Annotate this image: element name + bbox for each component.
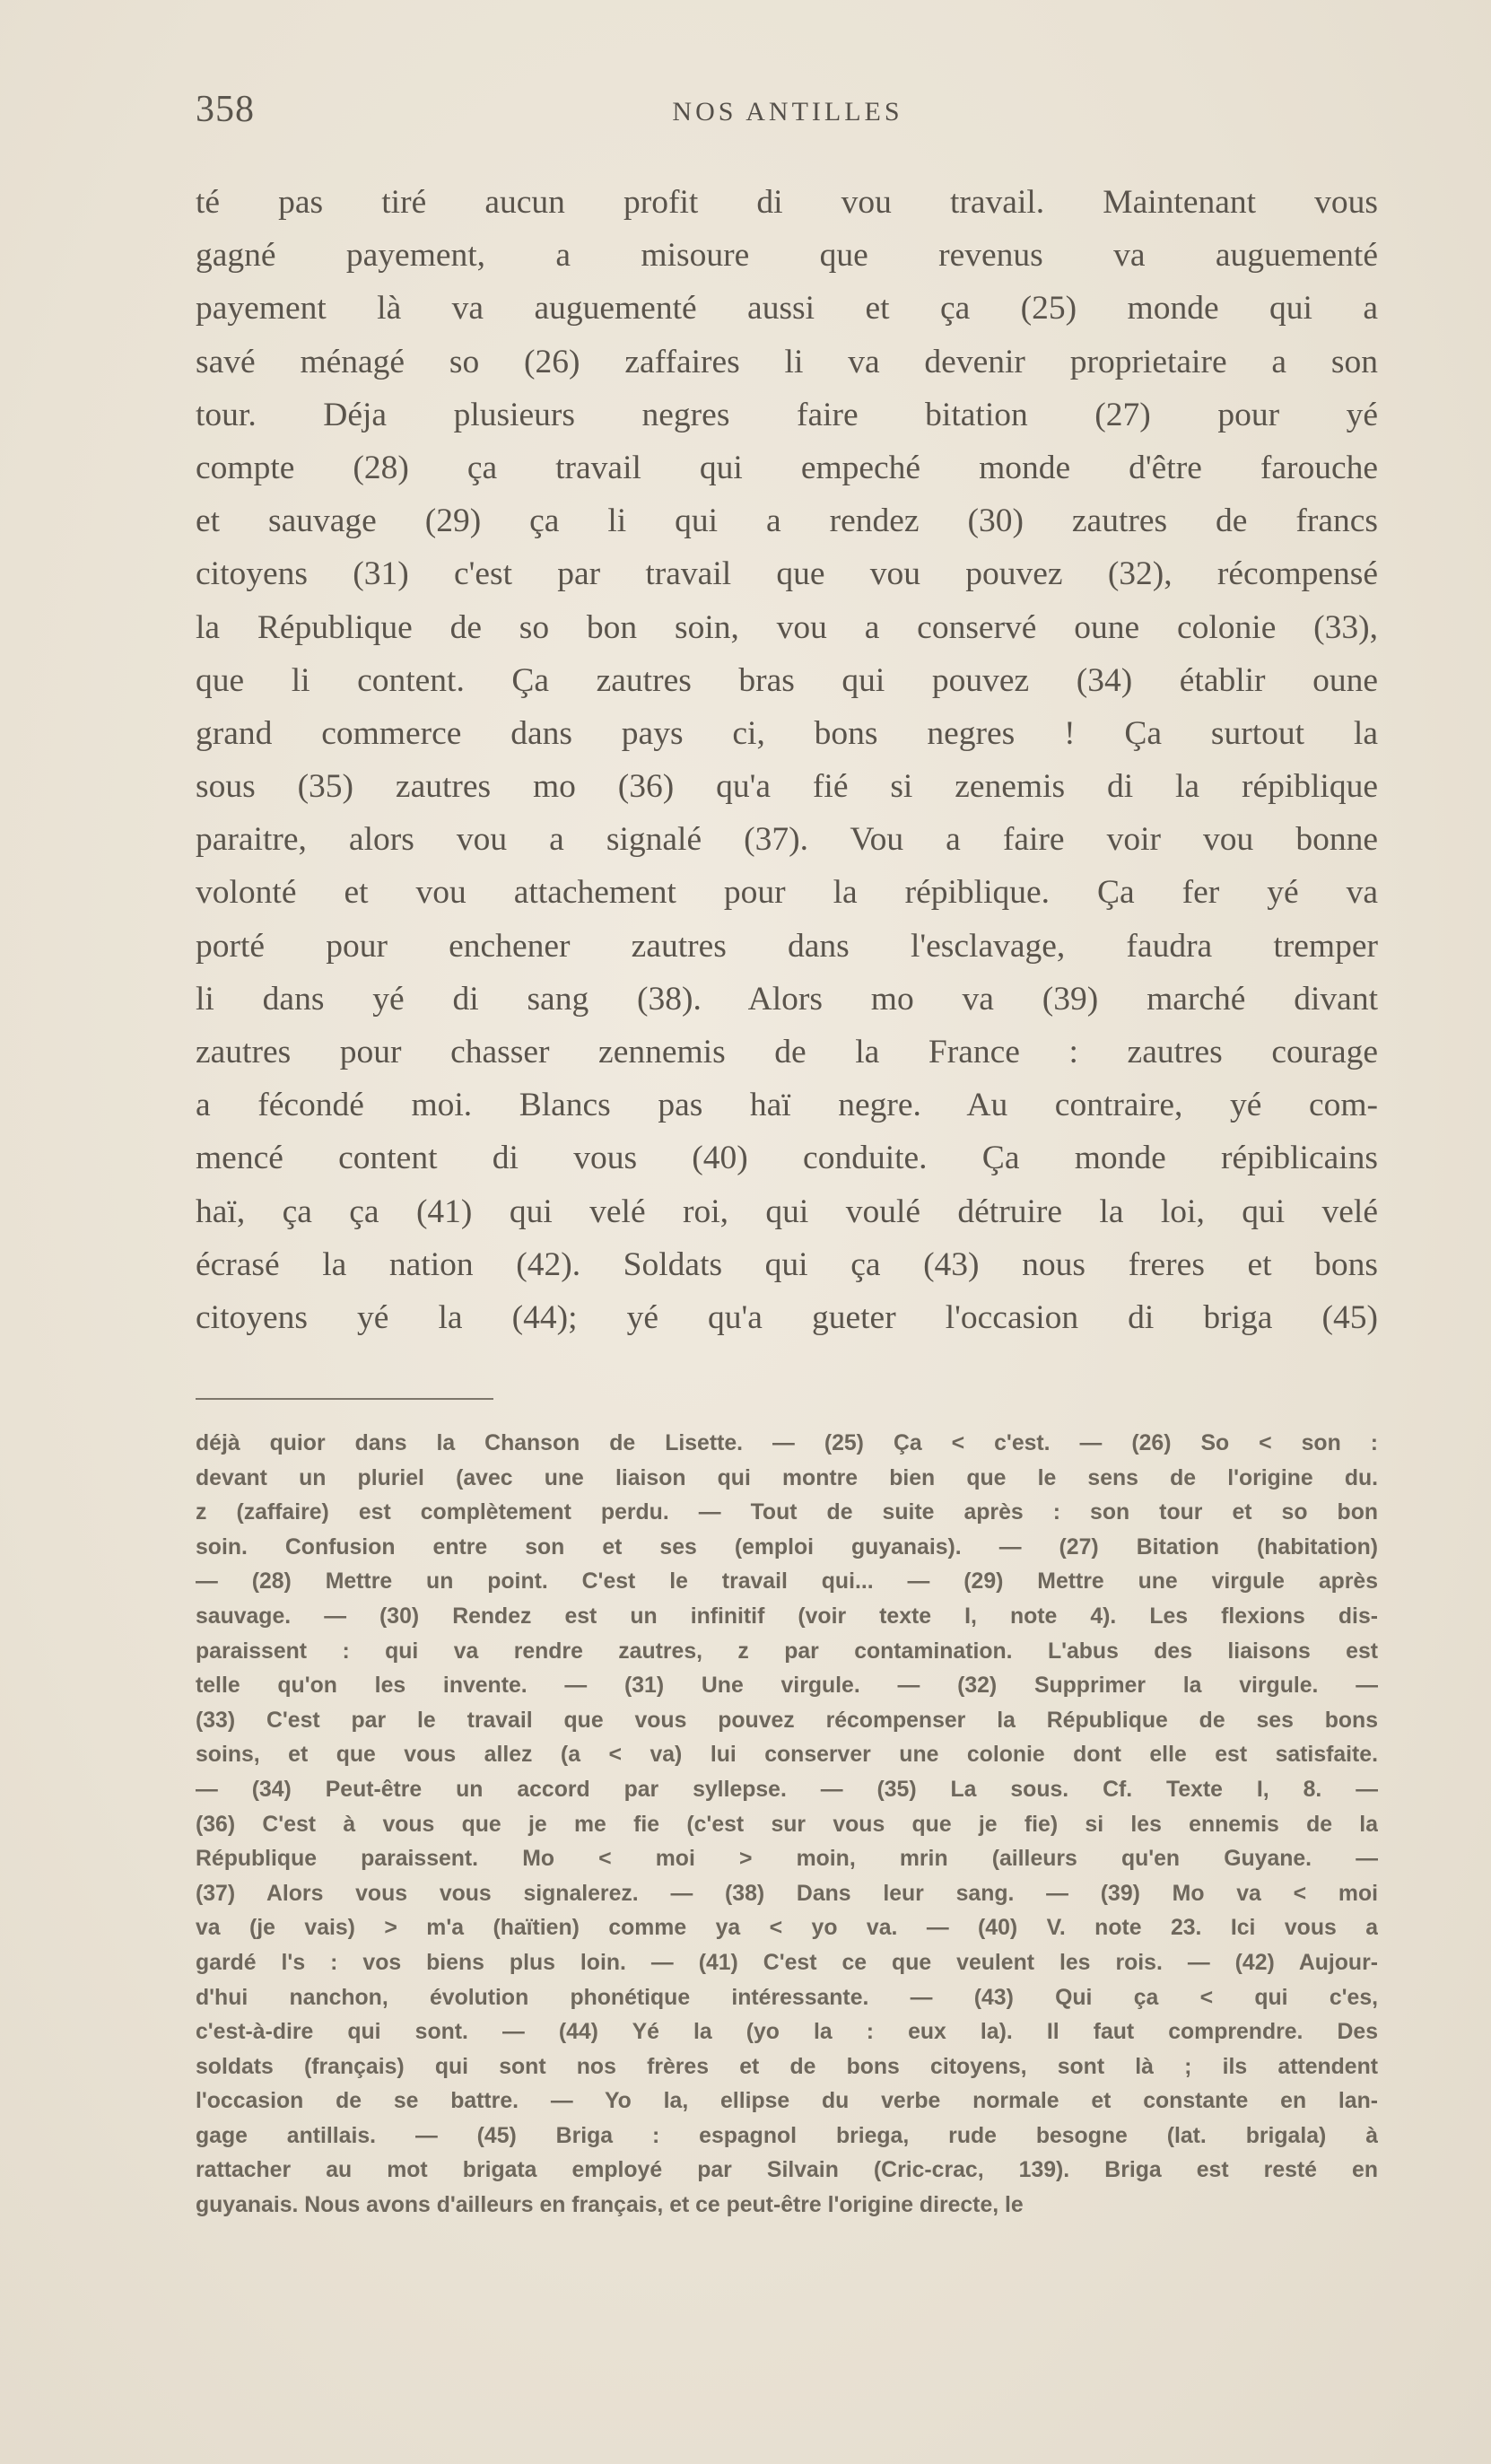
text-line: écrasé la nation (42). Soldats qui ça (43) nous freres et bons [196, 1245, 1378, 1283]
footnote-line: c'est-à-dire qui sont. — (44) Yé la (yo la : eux la). Il faut comprendre. Des [196, 2020, 1378, 2045]
main-text [196, 176, 1378, 1344]
footnote-line: z (zaffaire) est complètement perdu. — Tout de suite après : son tour et so bon [196, 1500, 1378, 1525]
text-line: citoyens yé la (44); yé qu'a gueter l'occasion di briga (45) [196, 1298, 1378, 1336]
footnote-line: devant un pluriel (avec une liaison qui montre bien que le sens de l'origine du. [196, 1465, 1378, 1490]
footnote-line: gardé l's : vos biens plus loin. — (41) C'est ce que veulent les rois. — (42) Aujour- [196, 1950, 1378, 1975]
text-line: volonté et vou attachement pour la répiblique. Ça fer yé va [196, 874, 1378, 912]
footnote-line: — (34) Peut-être un accord par syllepse. — (35) La sous. Cf. Texte I, 8. — [196, 1777, 1378, 1802]
footnote-line: soin. Confusion entre son et ses (emploi guyanais). — (27) Bitation (habitation) [196, 1534, 1378, 1560]
text-line: zautres pour chasser zennemis de la France : zautres courage [196, 1034, 1378, 1070]
page-header [196, 88, 1380, 142]
text-line: haï, ça ça (41) qui velé roi, qui voulé détruire la loi, qui velé [196, 1193, 1378, 1230]
footnote-line: va (je vais) > m'a (haïtien) comme ya < yo va. — (40) V. note 23. Ici vous a [196, 1916, 1378, 1941]
footnote-line: gage antillais. — (45) Briga : espagnol briega, rude besogne (lat. brigala) à [196, 2123, 1378, 2148]
footnote-line: guyanais. Nous avons d'ailleurs en français, et ce peut-être l'origine directe, le [196, 2193, 1024, 2218]
text-line: payement là va auguementé aussi et ça (25) monde qui a [196, 290, 1378, 328]
footnote-line: paraissent : qui va rendre zautres, z par contamination. L'abus des liaisons est [196, 1638, 1378, 1664]
text-line: sous (35) zautres mo (36) qu'a fié si zenemis di la répiblique [196, 768, 1378, 806]
footnote-line: déjà quior dans la Chanson de Lisette. — (25) Ça < c'est. — (26) So < son : [196, 1431, 1378, 1455]
footnote-line: sauvage. — (30) Rendez est un infinitif (voir texte I, note 4). Les flexions dis- [196, 1603, 1378, 1629]
text-line: compte (28) ça travail qui empeché monde d'être farouche [196, 449, 1378, 486]
text-line: grand commerce dans pays ci, bons negres ! Ça surtout la [196, 714, 1378, 752]
text-line: que li content. Ça zautres bras qui pouvez (34) établir oune [196, 661, 1378, 699]
text-line: citoyens (31) c'est par travail que vou pouvez (32), récompensé [196, 555, 1378, 593]
footnote-line: soldats (français) qui sont nos frères et de bons citoyens, sont là ; ils attendent [196, 2054, 1378, 2079]
text-line: tour. Déja plusieurs negres faire bitation (27) pour yé [196, 396, 1378, 433]
footnote-line: — (28) Mettre un point. C'est le travail qui... — (29) Mettre une virgule après [196, 1569, 1378, 1595]
footnote-separator [196, 1398, 493, 1400]
footnote-line: (33) C'est par le travail que vous pouvez récompenser la République de ses bons [196, 1708, 1378, 1733]
footnote-line: (37) Alors vous vous signalerez. — (38) Dans leur sang. — (39) Mo va < moi [196, 1881, 1378, 1906]
text-line: et sauvage (29) ça li qui a rendez (30) zautres de francs [196, 502, 1378, 540]
page-number: 358 [196, 89, 255, 130]
text-line: paraitre, alors vou a signalé (37). Vou a faire voir vou bonne [196, 821, 1378, 859]
footnote-line: (36) C'est à vous que je me fie (c'est sur vous que je fie) si les ennemis de la [196, 1812, 1378, 1837]
text-line: gagné payement, a misoure que revenus va auguementé [196, 237, 1378, 275]
footnotes [196, 1427, 1378, 2224]
footnote-line: d'hui nanchon, évolution phonétique intéressante. — (43) Qui ça < qui c'es, [196, 1985, 1378, 2010]
text-line: savé ménagé so (26) zaffaires li va devenir proprietaire a son [196, 343, 1378, 380]
text-line: mencé content di vous (40) conduite. Ça monde répiblicains [196, 1140, 1378, 1177]
text-line: té pas tiré aucun profit di vou travail. Maintenant vous [196, 184, 1378, 221]
text-line: porté pour enchener zautres dans l'esclavage, faudra tremper [196, 927, 1378, 965]
footnote-line: rattacher au mot brigata employé par Silvain (Cric-crac, 139). Briga est resté en [196, 2158, 1378, 2183]
footnote-line: soins, et que vous allez (a < va) lui conserver une colonie dont elle est satisfaite. [196, 1743, 1378, 1768]
running-title: NOS ANTILLES [672, 97, 903, 127]
footnote-line: l'occasion de se battre. — Yo la, ellipse du verbe normale et constante en lan- [196, 2089, 1378, 2114]
text-line: li dans yé di sang (38). Alors mo va (39) marché divant [196, 980, 1378, 1018]
text-line: a fécondé moi. Blancs pas haï negre. Au contraire, yé com- [196, 1087, 1378, 1124]
footnote-line: République paraissent. Mo < moi > moin, mrin (ailleurs qu'en Guyane. — [196, 1847, 1378, 1872]
footnote-line: telle qu'on les invente. — (31) Une virgule. — (32) Supprimer la virgule. — [196, 1673, 1378, 1699]
text-line: la République de so bon soin, vou a conservé oune colonie (33), [196, 608, 1378, 646]
